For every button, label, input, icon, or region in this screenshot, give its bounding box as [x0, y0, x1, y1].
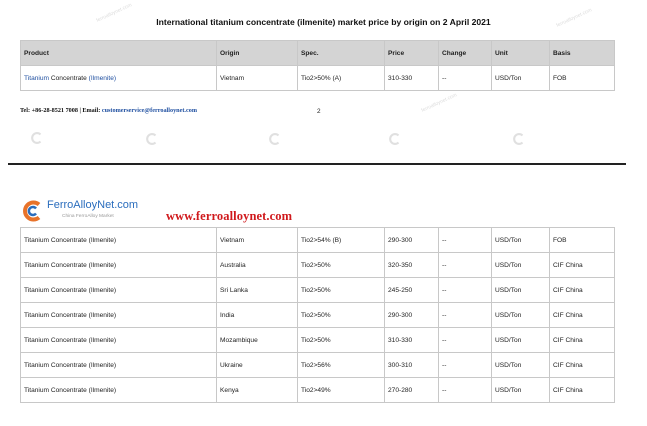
- cell-change: --: [439, 253, 492, 278]
- cell-origin: India: [217, 303, 298, 328]
- cell-change: --: [439, 353, 492, 378]
- cell-unit: USD/Ton: [492, 278, 550, 303]
- table-row: [21, 253, 615, 278]
- cell-origin: Australia: [217, 253, 298, 278]
- header-unit: Unit: [492, 41, 550, 66]
- logo-subtitle: China FerroAlloy Market: [62, 214, 114, 219]
- header-change: Change: [439, 41, 492, 66]
- cell-change: --: [439, 228, 492, 253]
- cell-basis: CIF China: [550, 303, 615, 328]
- cell-unit: USD/Ton: [492, 328, 550, 353]
- table-row: [21, 353, 615, 378]
- cell-basis: CIF China: [550, 253, 615, 278]
- product-link-ilmenite[interactable]: (Ilmenite): [88, 74, 117, 82]
- cell-basis: FOB: [550, 228, 615, 253]
- cell-price: 245-250: [385, 278, 439, 303]
- cell-unit: USD/Ton: [492, 378, 550, 403]
- cell-price: 270-280: [385, 378, 439, 403]
- cell-product: Titanium Concentrate (Ilmenite): [21, 278, 217, 303]
- watermark-text: ferroalloynet.com: [555, 7, 593, 29]
- cell-price: 290-300: [385, 303, 439, 328]
- cell-origin: Kenya: [217, 378, 298, 403]
- watermark-logo-icon: [268, 132, 282, 146]
- cell-price: 300-310: [385, 353, 439, 378]
- logo-name: FerroAlloyNet.com: [47, 199, 139, 211]
- cell-spec: Tio2>50%: [298, 278, 385, 303]
- cell-price: 320-350: [385, 253, 439, 278]
- header-spec: Spec.: [298, 41, 385, 66]
- cell-basis: CIF China: [550, 328, 615, 353]
- price-table-header-section: [20, 40, 615, 91]
- cell-price: 310-330: [385, 66, 439, 91]
- cell-product: Titanium Concentrate (Ilmenite): [21, 353, 217, 378]
- cell-origin: Sri Lanka: [217, 278, 298, 303]
- cell-price: 310-330: [385, 328, 439, 353]
- cell-unit: USD/Ton: [492, 66, 550, 91]
- product-text: Concentrate: [49, 74, 89, 82]
- watermark-logo-icon: [388, 132, 402, 146]
- table-row: [21, 303, 615, 328]
- cell-change: --: [439, 378, 492, 403]
- watermark-logo-icon: [30, 131, 44, 145]
- page-divider: [8, 163, 626, 165]
- website-url[interactable]: www.ferroalloynet.com: [166, 209, 293, 223]
- cell-price: 290-300: [385, 228, 439, 253]
- product-link-titanium[interactable]: Titanium: [24, 74, 50, 82]
- cell-change: --: [439, 303, 492, 328]
- table-header-row: [21, 41, 615, 66]
- cell-origin: Ukraine: [217, 353, 298, 378]
- cell-unit: USD/Ton: [492, 253, 550, 278]
- cell-product: Titanium Concentrate (Ilmenite): [21, 378, 217, 403]
- table-row: [21, 278, 615, 303]
- cell-product: Titanium Concentrate (Ilmenite): [21, 328, 217, 353]
- table-row: [21, 228, 615, 253]
- cell-spec: Tio2>49%: [298, 378, 385, 403]
- ferroalloynet-logo: [22, 199, 152, 223]
- header-price: Price: [385, 41, 439, 66]
- table-row: [21, 328, 615, 353]
- cell-origin: Vietnam: [217, 228, 298, 253]
- cell-spec: Tio2>50%: [298, 253, 385, 278]
- cell-change: --: [439, 66, 492, 91]
- email-link[interactable]: customerservice@ferroalloynet.com: [101, 107, 197, 114]
- ferroalloynet-logo-icon: [22, 200, 44, 222]
- cell-spec: Tio2>50%: [298, 328, 385, 353]
- cell-spec: Tio2>50% (A): [298, 66, 385, 91]
- contact-text: Tel: +86-28-8521 7008 | Email:: [20, 107, 102, 114]
- cell-unit: USD/Ton: [492, 228, 550, 253]
- contact-line: [20, 107, 197, 114]
- cell-basis: CIF China: [550, 278, 615, 303]
- page-number: 2: [317, 108, 321, 115]
- cell-product: Titanium Concentrate (Ilmenite): [21, 228, 217, 253]
- header-basis: Basis: [550, 41, 615, 66]
- page-title: International titanium concentrate (ilmenite) market price by origin on 2 April 2021: [156, 17, 491, 27]
- watermark-text: ferroalloynet.com: [95, 2, 133, 24]
- watermark-logo-icon: [145, 132, 159, 146]
- cell-basis: CIF China: [550, 378, 615, 403]
- table-row: [21, 378, 615, 403]
- cell-basis: CIF China: [550, 353, 615, 378]
- cell-change: --: [439, 328, 492, 353]
- cell-basis: FOB: [550, 66, 615, 91]
- cell-origin: Mozambique: [217, 328, 298, 353]
- watermark-logo-icon: [512, 132, 526, 146]
- cell-product: Titanium Concentrate (Ilmenite): [21, 253, 217, 278]
- price-table-continued: [20, 227, 615, 403]
- cell-spec: Tio2>50%: [298, 303, 385, 328]
- cell-unit: USD/Ton: [492, 303, 550, 328]
- watermark-text: ferroalloynet.com: [420, 92, 458, 114]
- table-row: [21, 66, 615, 91]
- cell-product: [21, 66, 217, 91]
- cell-product: Titanium Concentrate (Ilmenite): [21, 303, 217, 328]
- cell-spec: Tio2>54% (B): [298, 228, 385, 253]
- header-origin: Origin: [217, 41, 298, 66]
- cell-change: --: [439, 278, 492, 303]
- cell-unit: USD/Ton: [492, 353, 550, 378]
- header-product: Product: [21, 41, 217, 66]
- cell-origin: Vietnam: [217, 66, 298, 91]
- cell-spec: Tio2>56%: [298, 353, 385, 378]
